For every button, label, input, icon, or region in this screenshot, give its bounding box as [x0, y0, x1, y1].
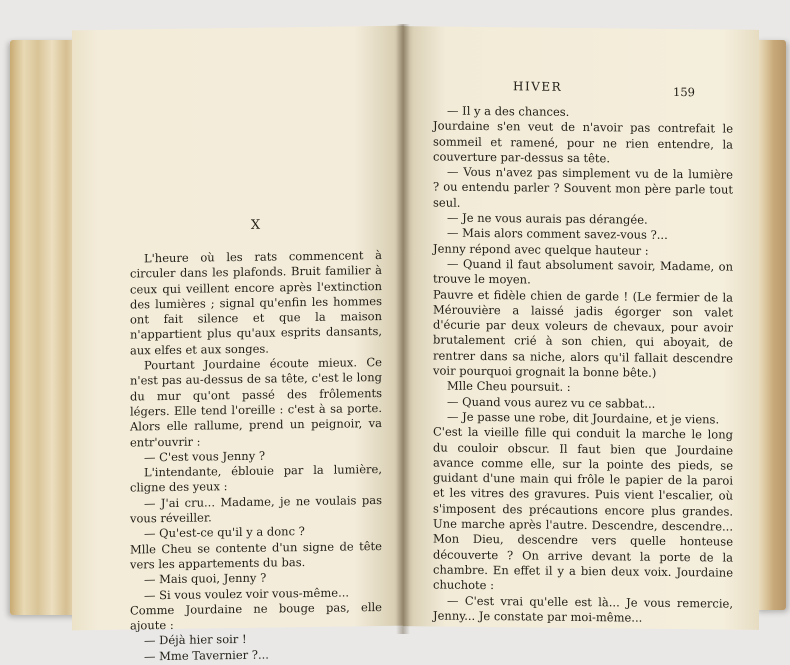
page-number: 159	[673, 84, 695, 100]
paragraph: Pauvre et fidèle chien de garde ! (Le fermier de la Mérouvière a laissé jadis égorger son valet d'écurie par deux voleurs de chevaux, pour avoir brutalement crié à son chien, qui aboyait, de rentrer dans sa niche, alors qu'il fallait descendre voir pourquoi grognait la bonne bête.)	[433, 287, 733, 380]
paragraph: Mlle Cheu poursuit. :	[447, 378, 571, 395]
paragraph: Mlle Cheu se contente d'un signe de tête vers les appartements du bas.	[130, 538, 382, 572]
book-gutter-shadow	[396, 24, 410, 634]
paragraph: — Quand il faut absolument savoir, Madame, on trouve le moyen.	[433, 256, 733, 287]
paragraph: Pourtant Jourdaine écoute mieux. Ce n'est pas au-dessus de sa tête, c'est le long du mur qu'ont passé des frôlements légers. Elle tend l'oreille : c'est à sa porte. Alors elle rallume, prend un peignoir, va entr'ouvrir :	[130, 355, 382, 450]
paragraph: — Je ne vous aurais pas dérangée.	[447, 210, 648, 227]
paragraph: — J'ai cru... Madame, je ne voulais pas vous réveiller.	[130, 492, 382, 526]
book-cover-right-edge	[756, 40, 786, 610]
paragraph: — Vous n'avez pas simplement vu de la lumière ? ou entendu parler ? Souvent mon père parle tout seul.	[433, 164, 733, 210]
paragraph: — Mais alors comment savez-vous ?...	[447, 225, 668, 243]
book-cover-left-edge	[10, 40, 80, 615]
paragraph: Jourdaine s'en veut de n'avoir pas contrefait le sommeil et ramené, pour ne rien entendre, la couverture par-dessus sa tête.	[433, 118, 733, 166]
paragraph: — Si vous voulez voir vous-même...	[144, 584, 350, 602]
paragraph: L'heure où les rats commencent à circuler dans les plafonds. Bruit familier à ceux qui veillent encore après l'extinction des lumières ; signal qu'enfin les hommes ont fait silence et que la maison n'appartient plus qu'aux esprits dansants, aux elfes et aux songes.	[130, 247, 382, 358]
left-page	[72, 26, 404, 664]
paragraph: — Mais quoi, Jenny ?	[144, 570, 267, 587]
left-page-text	[130, 248, 382, 665]
right-page	[403, 26, 759, 630]
paragraph: — C'est vrai qu'elle est là... Je vous remercie, Jenny... Je constate par moi-même...	[433, 593, 733, 625]
paragraph: — Il y a des chances.	[447, 103, 570, 119]
right-page-text	[433, 103, 733, 626]
paragraph: C'est la vieille fille qui conduit la marche le long du couloir obscur. Il faut bien que Jourdaine avance comme elle, sur la pointe des pieds, se guidant d'une main qui frôle le papier de la paroi et les vitres des gravures. Puis vient l'escalier, où s'imposent des précautions encore plus grandes. Une marche après l'autre. Descendre, descendre... Mon Dieu, descendre vers quelle honteuse découverte ? On arrive devant la porte de la chambre. En effet il y a bien deux voix. Jourdaine chuchote :	[433, 424, 733, 593]
paragraph: — Je passe une robe, dit Jourdaine, et je viens.	[447, 409, 720, 427]
paragraph: — Quand vous aurez vu ce sabbat...	[447, 394, 656, 411]
chapter-heading: X	[250, 217, 262, 233]
running-head: HIVER	[513, 79, 563, 94]
paragraph: Comme Jourdaine ne bouge pas, elle ajoute :	[130, 599, 382, 633]
paragraph: Jenny répond avec quelque hauteur :	[433, 241, 649, 258]
paragraph: — Mme Tavernier ?...	[144, 647, 269, 664]
paragraph: — Qu'est-ce qu'il y a donc ?	[144, 524, 305, 541]
paragraph: — C'est vous Jenny ?	[144, 448, 266, 465]
paragraph: — Déjà hier soir !	[144, 632, 247, 648]
paragraph: L'intendante, éblouie par la lumière, cligne des yeux :	[130, 462, 382, 495]
